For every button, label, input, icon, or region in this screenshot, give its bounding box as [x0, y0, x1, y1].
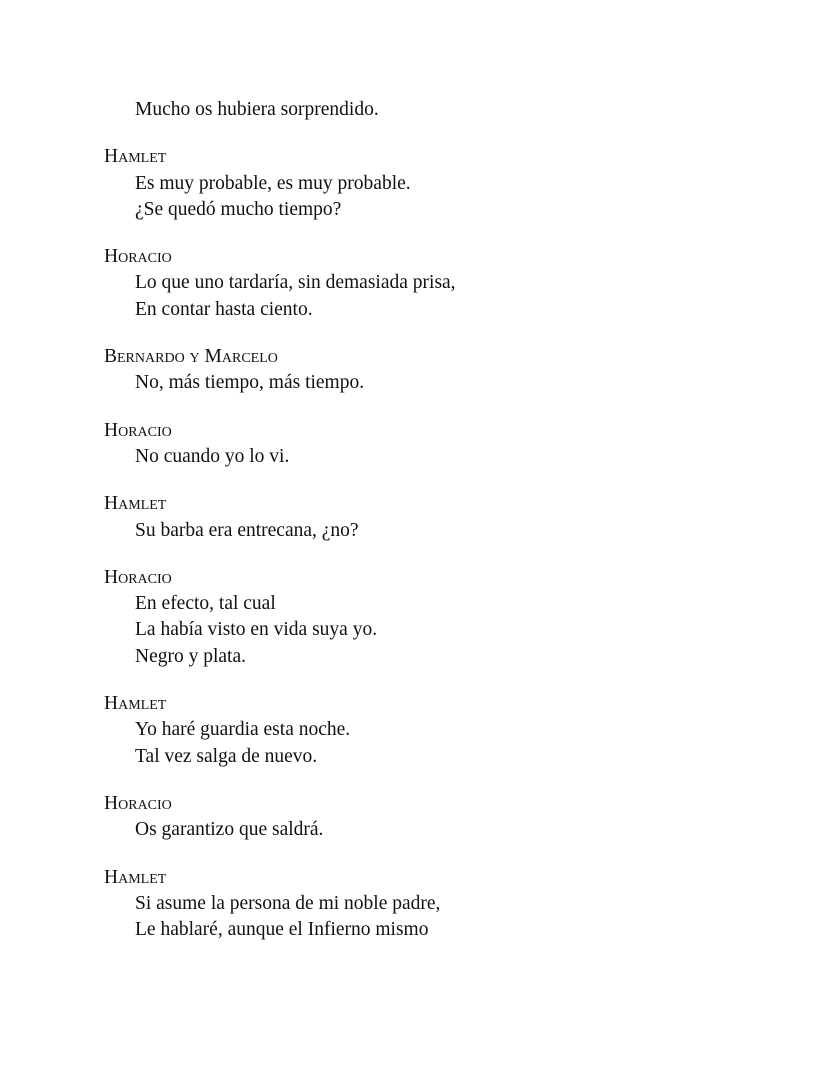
speech-block — [104, 244, 456, 323]
dialogue-line: Le hablaré, aunque el Infierno mismo — [135, 919, 429, 941]
dialogue-line: Su barba era entrecana, ¿no? — [135, 519, 359, 541]
dialogue-line: Os garantizo que saldrá. — [135, 819, 324, 841]
speaker-name: Bernardo y Marcelo — [104, 346, 278, 368]
speech-block — [104, 791, 456, 844]
speech-block — [104, 565, 456, 670]
speech-block — [104, 418, 456, 471]
speaker-name: Hamlet — [104, 866, 167, 888]
speech-block — [104, 144, 456, 223]
dialogue-line: En contar hasta ciento. — [135, 298, 313, 320]
dialogue-line: No cuando yo lo vi. — [135, 445, 290, 467]
dialogue-line: No, más tiempo, más tiempo. — [135, 372, 365, 394]
speaker-name: Horacio — [104, 792, 172, 814]
play-script-text — [104, 97, 456, 943]
dialogue-line: En efecto, tal cual — [135, 593, 276, 615]
speech-block — [104, 344, 456, 397]
dialogue-line: Lo que uno tardaría, sin demasiada prisa, — [135, 272, 456, 294]
speech-block — [104, 491, 456, 544]
dialogue-line: La había visto en vida suya yo. — [135, 619, 378, 641]
speaker-name: Hamlet — [104, 146, 167, 168]
dialogue-line: Mucho os hubiera sorprendido. — [135, 99, 379, 120]
dialogue-line: Yo haré guardia esta noche. — [135, 719, 351, 741]
dialogue-line: Tal vez salga de nuevo. — [135, 745, 318, 767]
speaker-name: Hamlet — [104, 493, 167, 515]
speaker-name: Horacio — [104, 246, 172, 268]
speech-block — [104, 865, 456, 944]
speaker-name: Horacio — [104, 566, 172, 588]
dialogue-line: Si asume la persona de mi noble padre, — [135, 892, 441, 914]
speaker-name: Horacio — [104, 419, 172, 441]
dialogue-line: ¿Se quedó mucho tiempo? — [135, 198, 342, 220]
speech-block — [104, 691, 456, 770]
dialogue-line: Negro y plata. — [135, 645, 247, 667]
dialogue-line: Es muy probable, es muy probable. — [135, 172, 411, 194]
speaker-name: Hamlet — [104, 693, 167, 715]
